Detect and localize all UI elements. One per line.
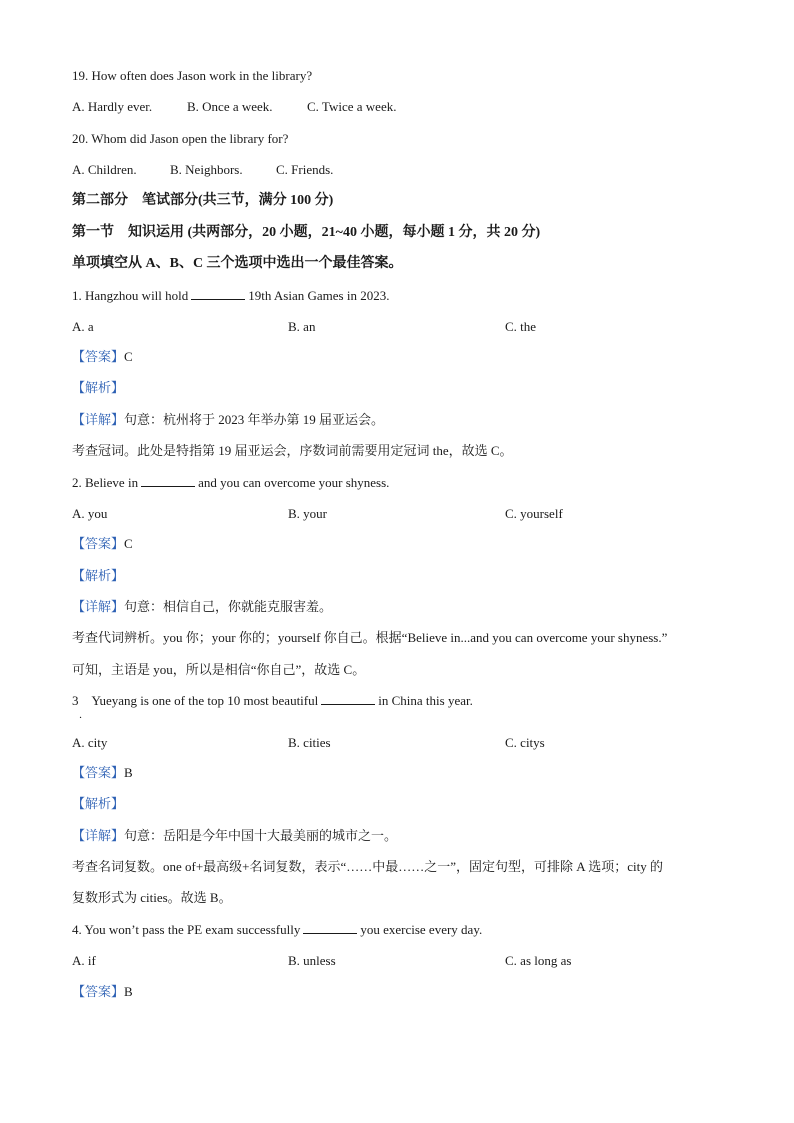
question-19-stem: 19. How often does Jason work in the library? bbox=[72, 68, 313, 83]
question-4-option-c: C. as long as bbox=[505, 953, 572, 968]
question-2-analysis-label: 【解析】 bbox=[72, 568, 125, 583]
question-2-answer: 【答案】C bbox=[72, 536, 133, 551]
question-19-option-c: C. Twice a week. bbox=[307, 99, 397, 114]
question-4-stem: 4. You won’t pass the PE exam successfully you exercise every day. bbox=[72, 922, 483, 937]
question-3-explanation-line-2: 复数形式为 cities。故选 B。 bbox=[72, 890, 232, 905]
question-1-explanation: 考查冠词。此处是特指第 19 届亚运会，序数词前需要用定冠词 the，故选 C。 bbox=[72, 443, 513, 458]
question-1-detail: 【详解】句意：杭州将于 2023 年举办第 19 届亚运会。 bbox=[72, 412, 385, 427]
question-2-option-c: C. yourself bbox=[505, 506, 563, 521]
question-1-option-b: B. an bbox=[288, 319, 316, 334]
question-2-stem: 2. Believe in and you can overcome your shyness. bbox=[72, 475, 390, 490]
section-one-heading: 第一节 知识运用 (共两部分，20 小题，21~40 小题，每小题 1 分，共 20 分) bbox=[72, 225, 541, 240]
question-1-answer: 【答案】C bbox=[72, 349, 133, 364]
question-2-option-b: B. your bbox=[288, 506, 327, 521]
question-4-option-b: B. unless bbox=[288, 953, 336, 968]
answer-blank bbox=[303, 921, 357, 934]
question-2-detail: 【详解】句意：相信自己，你就能克服害羞。 bbox=[72, 599, 333, 614]
question-20-option-a: A. Children. bbox=[72, 162, 137, 177]
question-19-option-b: B. Once a week. bbox=[187, 99, 273, 114]
question-20-stem: 20. Whom did Jason open the library for? bbox=[72, 131, 289, 146]
question-3-option-a: A. city bbox=[72, 735, 108, 750]
question-3-option-c: C. citys bbox=[505, 735, 545, 750]
question-3-detail: 【详解】句意：岳阳是今年中国十大最美丽的城市之一。 bbox=[72, 828, 398, 843]
question-19-option-a: A. Hardly ever. bbox=[72, 99, 153, 114]
answer-blank bbox=[321, 692, 375, 705]
question-4-option-a: A. if bbox=[72, 953, 96, 968]
question-2-explanation-line-2: 可知，主语是 you，所以是相信“你自己”，故选 C。 bbox=[72, 662, 366, 677]
question-3-explanation-line-1: 考查名词复数。one of+最高级+名词复数，表示“……中最……之一”，固定句型，可排除 A 选项；city 的 bbox=[72, 859, 663, 874]
question-4-answer: 【答案】B bbox=[72, 984, 133, 999]
question-20-option-b: B. Neighbors. bbox=[170, 162, 243, 177]
question-3-analysis-label: 【解析】 bbox=[72, 796, 125, 811]
question-2-explanation-line-1: 考查代词辨析。you 你；your 你的；yourself 你自己。根据“Believe in...and you can overcome your shyness.” bbox=[72, 630, 668, 645]
answer-blank bbox=[191, 287, 245, 300]
instruction-text: 单项填空从 A、B、C 三个选项中选出一个最佳答案。 bbox=[72, 256, 403, 271]
question-1-analysis-label: 【解析】 bbox=[72, 380, 125, 395]
part-two-heading: 第二部分 笔试部分(共三节，满分 100 分) bbox=[72, 193, 334, 208]
question-1-stem: 1. Hangzhou will hold 19th Asian Games in 2023. bbox=[72, 288, 390, 303]
question-20-option-c: C. Friends. bbox=[276, 162, 334, 177]
question-3-answer: 【答案】B bbox=[72, 765, 133, 780]
question-3-stem: 3 Yueyang is one of the top 10 most beautiful in China this year. bbox=[72, 693, 473, 708]
question-3-number-dot: ． bbox=[79, 710, 89, 721]
question-1-option-c: C. the bbox=[505, 319, 537, 334]
question-3-option-b: B. cities bbox=[288, 735, 331, 750]
answer-blank bbox=[141, 474, 195, 487]
question-2-option-a: A. you bbox=[72, 506, 108, 521]
question-1-option-a: A. a bbox=[72, 319, 94, 334]
